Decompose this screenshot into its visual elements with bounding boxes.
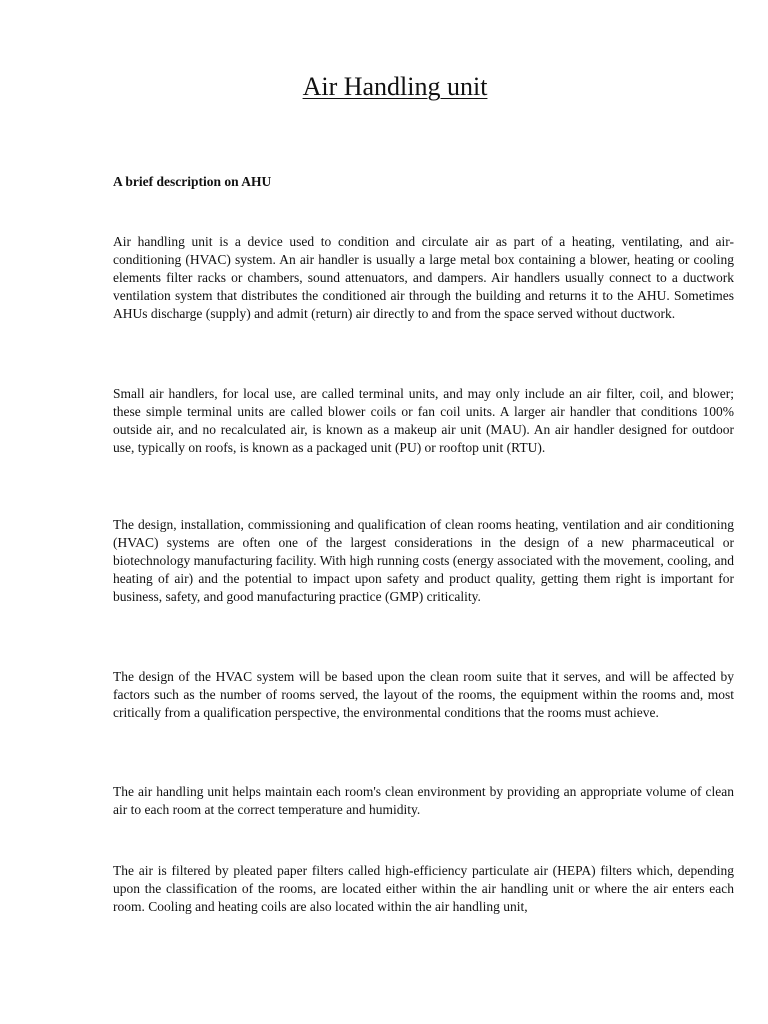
paragraph-2: Small air handlers, for local use, are called terminal units, and may only include an air filter, coil, and blower; these simple terminal units are called blower coils or fan coil units. A larger air handler that conditions 100% outside air, and no recalculated air, is known as a makeup air unit (MAU). An air handler designed for outdoor use, typically on roofs, is known as a packaged unit (PU) or rooftop unit (RTU). bbox=[113, 386, 734, 455]
paragraph-1: Air handling unit is a device used to condition and circulate air as part of a heating, ventilating, and air-conditioning (HVAC) system. An air handler is usually a large metal box containing a blower, heating or cooling elements filter racks or chambers, sound attenuators, and dampers. Air handlers usually connect to a ductwork ventilation system that distributes the conditioned air through the building and returns it to the AHU. Sometimes AHUs discharge (supply) and admit (return) air directly to and from the space served without ductwork. bbox=[113, 234, 734, 321]
paragraph-4: The design of the HVAC system will be based upon the clean room suite that it serves, and will be affected by factors such as the number of rooms served, the layout of the rooms, the equipment within the rooms and, most critically from a qualification perspective, the environmental conditions that the rooms must achieve. bbox=[113, 669, 734, 720]
paragraph-3: The design, installation, commissioning and qualification of clean rooms heating, ventilation and air conditioning (HVAC) systems are often one of the largest considerations in the design of a new pharmaceutical or biotechnology manufacturing facility. With high running costs (energy associated with the movement, cooling, and heating of air) and the potential to impact upon safety and product quality, getting them right is important for business, safety, and good manufacturing practice (GMP) criticality. bbox=[113, 517, 734, 604]
document-title: Air Handling unit bbox=[302, 72, 488, 101]
paragraph-6: The air is filtered by pleated paper filters called high-efficiency particulate air (HEPA) filters which, depending upon the classification of the rooms, are located either within the air handling unit or where the air enters each room. Cooling and heating coils are also located within the air handling unit, bbox=[113, 863, 734, 914]
paragraph-5: The air handling unit helps maintain each room's clean environment by providing an appropriate volume of clean air to each room at the correct temperature and humidity. bbox=[113, 784, 734, 817]
section-heading: A brief description on AHU bbox=[113, 174, 272, 189]
